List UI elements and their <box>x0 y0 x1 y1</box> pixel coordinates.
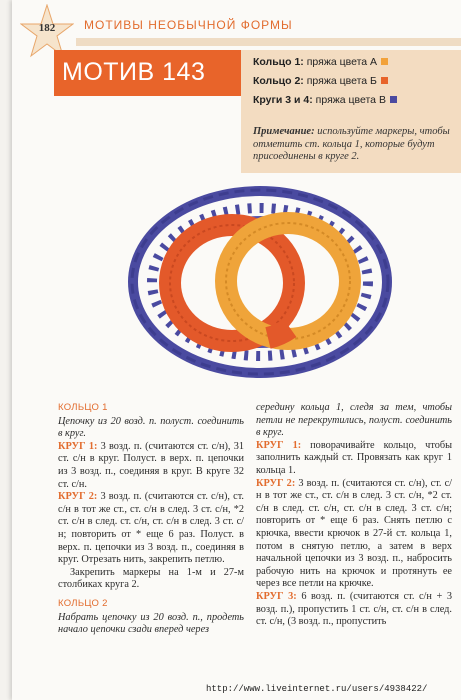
page-number: 182 <box>38 22 56 34</box>
ring1-round2 <box>58 491 244 567</box>
ring2-intro-cont: середину кольца 1, следя за тем, чтобы петли не перекрутились, полуст. соединить в круг. <box>256 402 452 439</box>
section-title: МОТИВЫ НЕОБЫЧНОЙ ФОРМЫ <box>84 18 293 32</box>
legend-text: пряжа цвета А <box>306 56 378 68</box>
round-text: 6 возд. п. (считаются ст. с/н + 3 возд. п.), пропустить 1 ст. с/н, ст. с/н в след. ст. с/н, (3 возд. п., пропустить <box>256 590 452 628</box>
motif-photo <box>120 180 400 385</box>
markers-text: Закрепить маркеры на 1-м и 27-м столбиках круга 2. <box>58 566 244 591</box>
round-text: 3 возд. п. (считаются ст. с/н), ст. с/н в тот же ст., ст. с/н в след. 3 ст. с/н, *2 ст. с/н в след. ст. с/н, ст. с/н в след. 3 ст. с/н; повторить от * еще 6 раз. Полуст. в верх. п. цепочки из 3 возд. п., соединяя в круг. Отрезать нить, закрепить петлю. <box>58 491 244 566</box>
round-label: КРУГ 2: <box>58 491 98 503</box>
note <box>253 126 453 164</box>
header-rule <box>76 38 461 46</box>
round-label: КРУГ 3: <box>256 590 297 602</box>
legend-row-ring2 <box>253 75 388 87</box>
round-text: 3 возд. п. (считаются ст. с/н), ст. с/н в тот же ст., ст. с/н в след. 3 ст. с/н, *2 ст. с/н в след. ст. с/н, ст. с/н в след. 3 ст. с/н; повторить от * еще 6 раз. Снять петлю с крючка, ввести крючок в 27-й ст. кольца 1, потом в снятую петлю, а затем в верх начальной цепочки из 3 возд. п., набросить рабочую нить на крючок и протянуть ее через все петли на крючке. <box>256 477 453 590</box>
round-label: КРУГ 1: <box>256 439 302 451</box>
ring1-round1 <box>58 441 244 491</box>
round-label: КРУГ 2: <box>256 477 296 489</box>
legend-text: пряжа цвета Б <box>306 75 377 87</box>
left-column <box>58 402 244 637</box>
note-label: Примечание: <box>253 126 315 137</box>
ring1-heading: КОЛЬЦО 1 <box>58 402 108 413</box>
legend-label: Кольцо 2: <box>253 75 304 87</box>
legend-label: Кольцо 1: <box>253 56 304 68</box>
ring2-round1 <box>256 440 452 478</box>
legend-text: пряжа цвета В <box>315 94 386 106</box>
watermark-url: http://www.liveinternet.ru/users/4938422/ <box>206 684 428 694</box>
legend-row-rounds <box>253 94 397 106</box>
round3 <box>256 591 452 629</box>
motif-title: МОТИВ 143 <box>62 58 206 86</box>
color-b-swatch <box>381 77 388 84</box>
round-label: КРУГ 1: <box>58 440 98 452</box>
legend-row-ring1 <box>253 56 388 68</box>
legend-label: Круги 3 и 4: <box>253 94 313 106</box>
round-text: поворачивайте кольцо, чтобы заполнить каждый ст. Провязать как круг 1 кольца 1. <box>256 439 452 476</box>
ring1-intro: Цепочку из 20 возд. п. полуст. соединить в круг. <box>58 415 244 440</box>
note-text: используйте маркеры, чтобы отметить ст. кольца 1, которые будут присоединены в круге 2. <box>253 126 450 162</box>
ring2-intro: Набрать цепочку из 20 возд. п., продеть начало цепочки сзади вперед через <box>58 611 244 636</box>
ring2-round2 <box>256 478 452 591</box>
color-v-swatch <box>390 96 397 103</box>
right-column <box>256 402 452 629</box>
color-a-swatch <box>381 58 388 65</box>
ring-overlap <box>268 328 290 338</box>
ring2-heading: КОЛЬЦО 2 <box>58 597 108 609</box>
round-text: 3 возд. п. (считаются ст. с/н), 31 ст. с/н в круг. Полуст. в верх. п. цепочки из 3 возд. п., соединяя в круг. В круге 32 ст. с/н. <box>58 440 245 490</box>
